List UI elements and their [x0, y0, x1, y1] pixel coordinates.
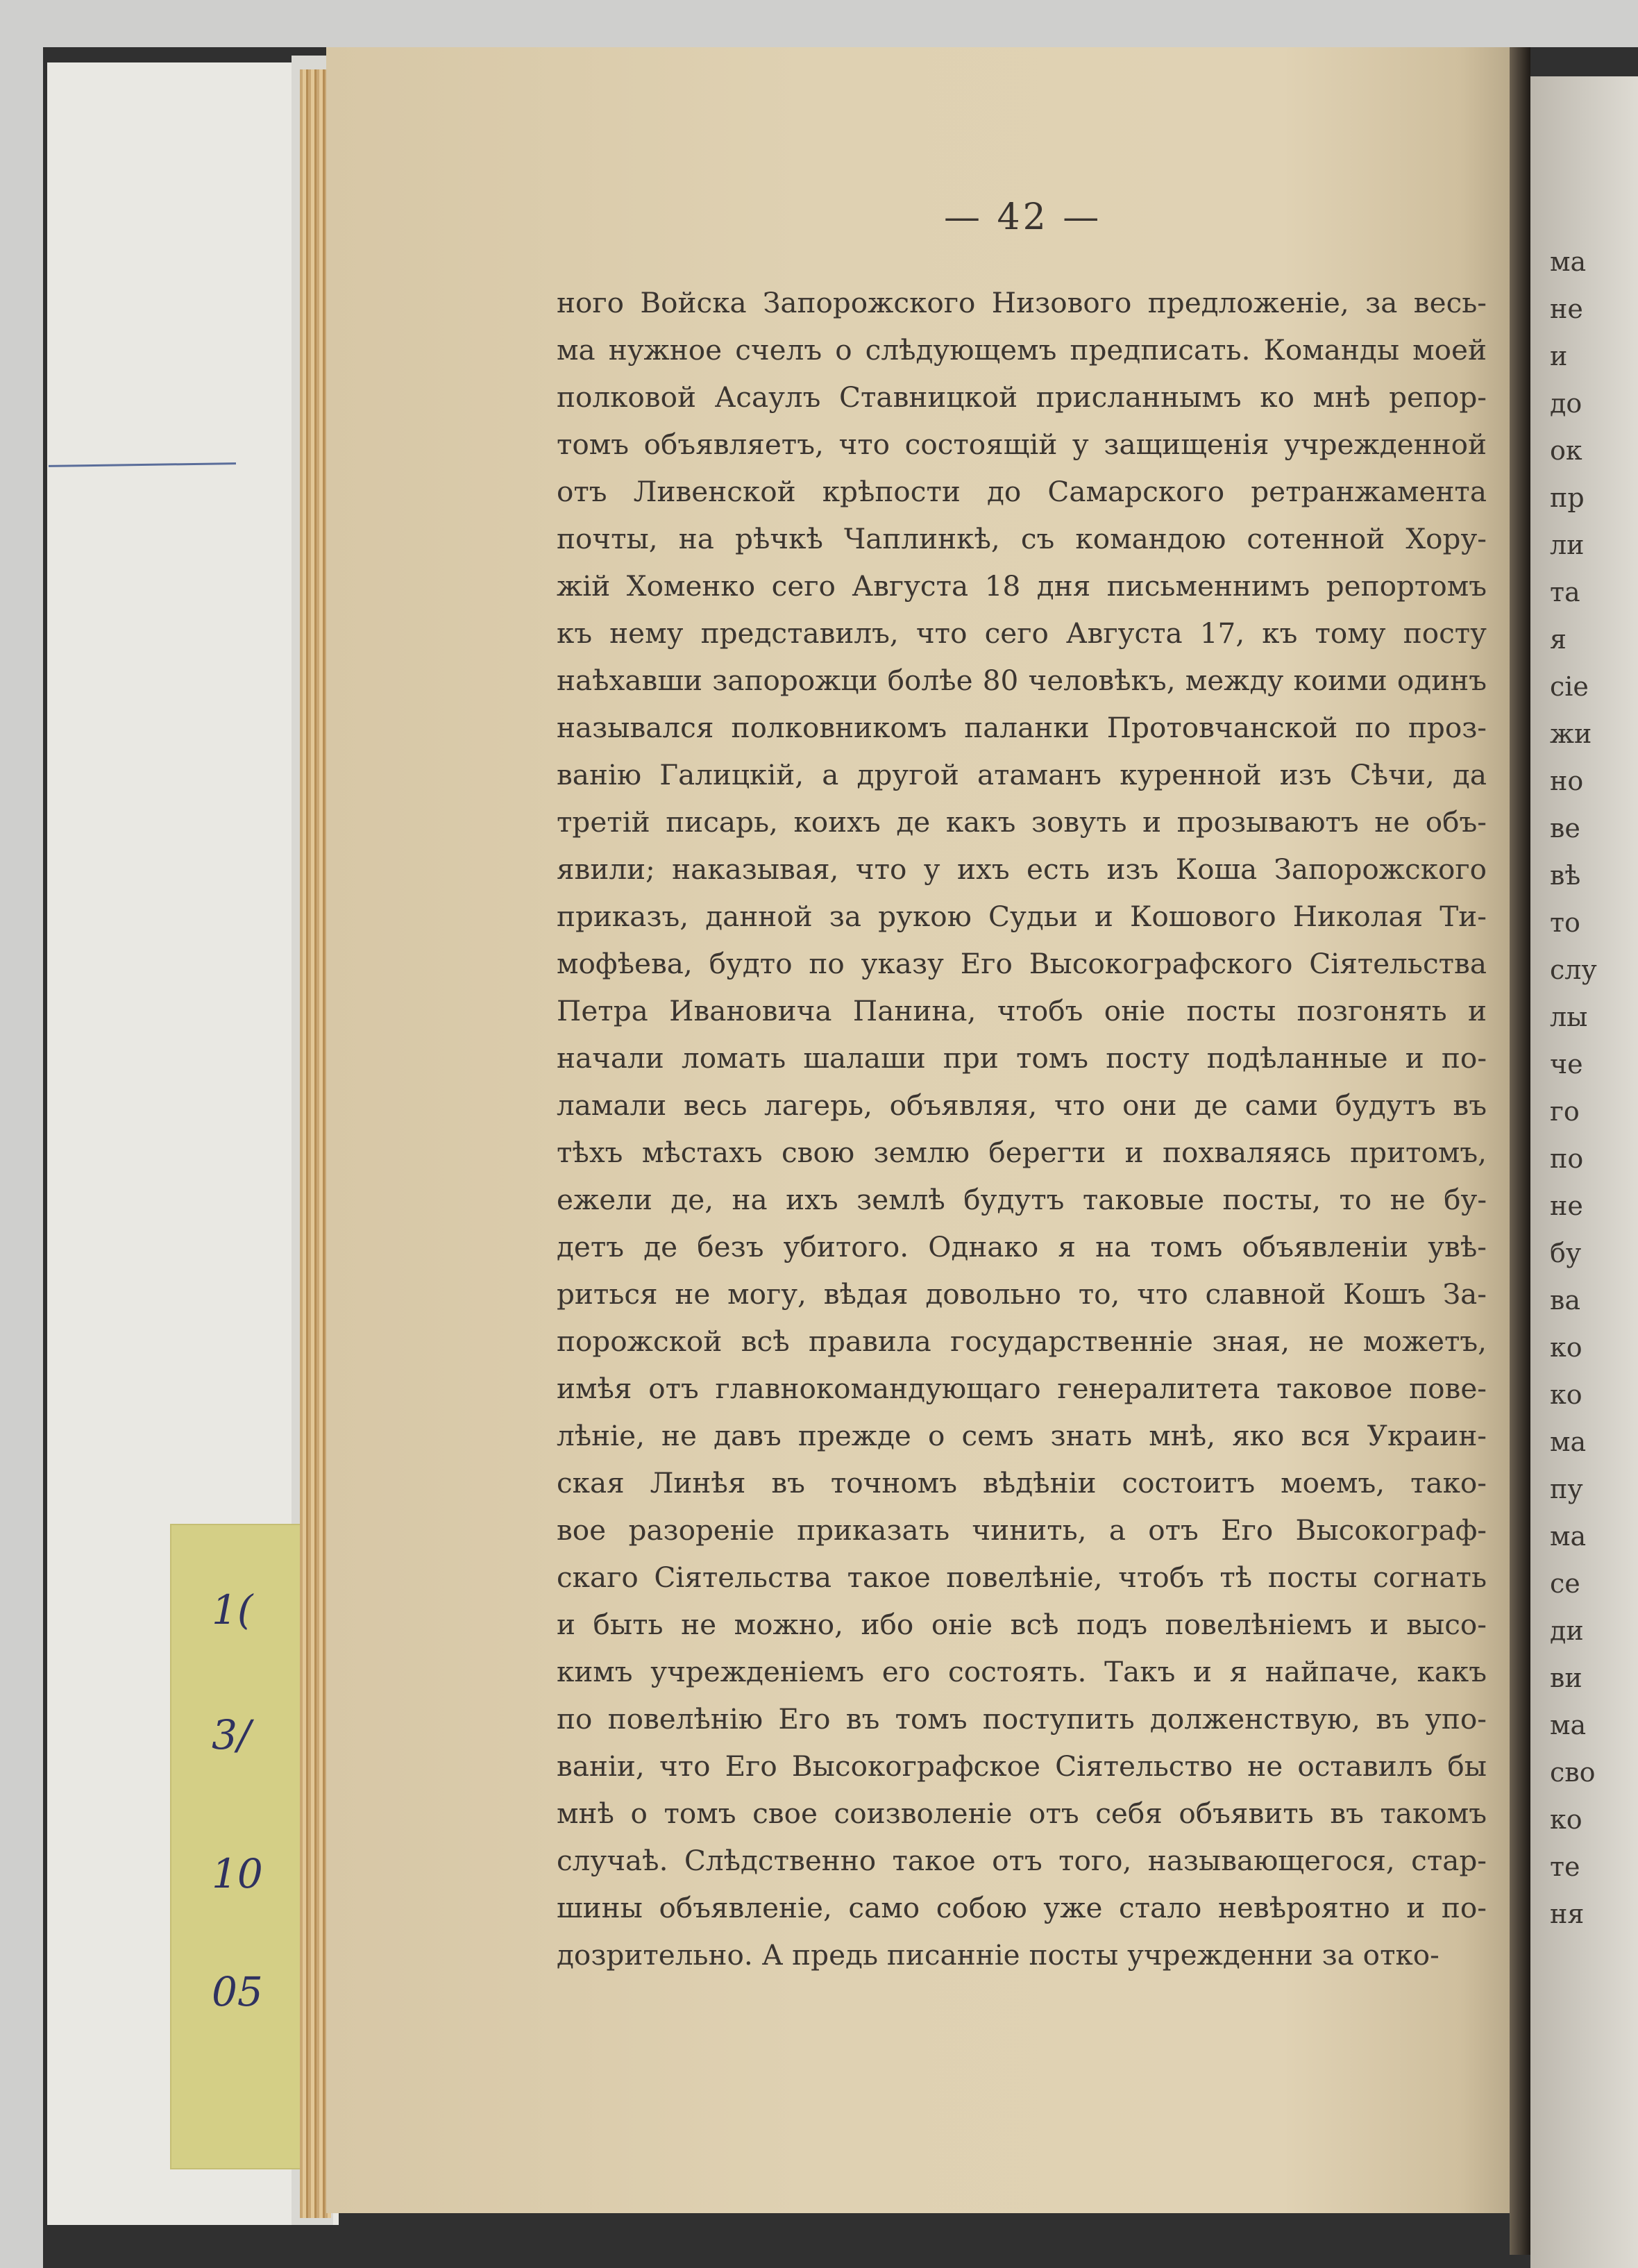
text-line: томъ объявляетъ, что состоящій у защищенія учрежденной [557, 428, 1487, 461]
text-line: скаго Сіятельства такое повелѣніе, чтобъ тѣ посты согнать [557, 1561, 1487, 1594]
facing-page-fragment: ли [1550, 530, 1585, 560]
facing-page-fragment: ма [1550, 1427, 1587, 1457]
text-line: лѣніе, не давъ прежде о семъ знать мнѣ, яко вся Украин- [557, 1419, 1487, 1452]
text-line: явили; наказывая, что у ихъ есть изъ Коша Запорожского [557, 852, 1487, 886]
text-line: порожской всѣ правила государственніе зная, не можетъ, [557, 1325, 1487, 1358]
facing-page-fragment: го [1550, 1096, 1580, 1127]
text-line: по повелѣнію Его въ томъ поступить долженствую, въ упо- [557, 1702, 1487, 1736]
text-line: мофѣева, будто по указу Его Высокографского Сіятельства [557, 947, 1487, 980]
text-line: ваніи, что Его Высокографское Сіятельство не оставилъ бы [557, 1749, 1487, 1783]
text-line: почты, на рѣчкѣ Чаплинкѣ, съ командою сотенной Хору- [557, 522, 1487, 555]
facing-page-fragment: че [1550, 1049, 1583, 1080]
text-line: имѣя отъ главнокомандующаго генералитета таковое пове- [557, 1372, 1487, 1405]
facing-page-fragment: жи [1550, 719, 1592, 749]
facing-page-fragment: то [1550, 907, 1580, 938]
text-line: назывался полковникомъ паланки Протовчанской по проз- [557, 711, 1487, 744]
text-line: случаѣ. Слѣдственно такое отъ того, называющегося, стар- [557, 1844, 1487, 1877]
text-line: детъ де безъ убитого. Однако я на томъ объявленіи увѣ- [557, 1230, 1487, 1263]
facing-page-fragment: слу [1550, 955, 1597, 985]
text-line: мнѣ о томъ свое соизволеніе отъ себя объявить въ такомъ [557, 1797, 1487, 1830]
text-line: вое разореніе приказать чинить, а отъ Его Высокограф- [557, 1513, 1487, 1547]
facing-page-fragment: ва [1550, 1285, 1581, 1316]
label-line: 1( [212, 1586, 253, 1633]
text-line: ного Войска Запорожского Низового предложеніе, за весь- [557, 286, 1487, 319]
facing-page-fragment: те [1550, 1851, 1580, 1882]
text-line: приказъ, данной за рукою Судьи и Кошового Николая Ти- [557, 900, 1487, 933]
text-line: тѣхъ мѣстахъ свою землю берегти и похваляясь притомъ, [557, 1136, 1487, 1169]
facing-page-fragment: но [1550, 766, 1584, 796]
facing-page-fragment: я [1550, 624, 1567, 655]
text-line: ма нужное счелъ о слѣдующемъ предписать. Команды моей [557, 333, 1487, 367]
facing-page-fragment: вѣ [1550, 860, 1581, 891]
facing-page-fragment: по [1550, 1143, 1584, 1174]
facing-page-fragment: ма [1550, 246, 1587, 277]
facing-page-fragment: сіе [1550, 671, 1589, 702]
facing-page [1530, 76, 1638, 2268]
facing-page-fragment: ма [1550, 1521, 1587, 1552]
facing-page-fragment: ви [1550, 1663, 1582, 1693]
facing-page-fragment: ня [1550, 1899, 1585, 1929]
text-line: ская Линѣя въ точномъ вѣдѣніи состоитъ моемъ, тако- [557, 1466, 1487, 1500]
text-line: отъ Ливенской крѣпости до Самарского ретранжамента [557, 475, 1487, 508]
facing-page-fragment: ко [1550, 1379, 1582, 1410]
facing-page-fragment: ко [1550, 1332, 1582, 1363]
facing-page-fragment: пр [1550, 482, 1585, 513]
facing-page-fragment: до [1550, 388, 1582, 419]
text-line: риться не могу, вѣдая довольно то, что славной Кошъ За- [557, 1277, 1487, 1311]
facing-page-fragment: не [1550, 294, 1583, 324]
facing-page-fragment: сво [1550, 1757, 1596, 1788]
text-line: кимъ учрежденіемъ его состоять. Такъ и я найпаче, какъ [557, 1655, 1487, 1688]
text-line: жій Хоменко сего Августа 18 дня письменнимъ репортомъ [557, 569, 1487, 603]
text-line: начали ломать шалаши при томъ посту подѣланные и по- [557, 1041, 1487, 1075]
facing-page-fragment: ве [1550, 813, 1580, 843]
label-line: 3/ [212, 1711, 251, 1758]
text-line: шины объявленіе, само собою уже стало невѣроятно и по- [557, 1891, 1487, 1924]
facing-page-fragment: не [1550, 1191, 1583, 1221]
text-line: дозрительно. А предь писанніе посты учрежденни за отко- [557, 1938, 1439, 1972]
facing-page-fragment: та [1550, 577, 1580, 607]
facing-page-fragment: лы [1550, 1002, 1588, 1032]
facing-page-fragment: ко [1550, 1804, 1582, 1835]
text-line: полковой Асаулъ Ставницкой присланнымъ ко мнѣ репор- [557, 380, 1487, 414]
facing-page-fragment: и [1550, 341, 1568, 371]
page-number: — 42 — [944, 196, 1102, 238]
label-line: 05 [212, 1968, 263, 2015]
book-gutter [1510, 47, 1530, 2255]
text-line: къ нему представилъ, что сего Августа 17, къ тому посту [557, 616, 1487, 650]
facing-page-fragment: бу [1550, 1238, 1582, 1268]
facing-page-fragment: пу [1550, 1474, 1583, 1504]
facing-page-fragment: ок [1550, 435, 1582, 466]
text-line: ванію Галицкій, а другой атаманъ куренной изъ Сѣчи, да [557, 758, 1487, 791]
text-line: наѣхавши запорожци болѣе 80 человѣкъ, между коими одинъ [557, 664, 1487, 697]
text-line: ежели де, на ихъ землѣ будутъ таковые посты, то не бу- [557, 1183, 1487, 1216]
label-line: 10 [212, 1850, 263, 1897]
text-line: Петра Ивановича Панина, чтобъ оніе посты позгонять и [557, 994, 1487, 1027]
text-line: третій писарь, коихъ де какъ зовуть и прозываютъ не объ- [557, 805, 1487, 839]
facing-page-fragment: ма [1550, 1710, 1587, 1740]
text-line: и быть не можно, ибо оніе всѣ подъ повелѣніемъ и высо- [557, 1608, 1487, 1641]
text-line: ламали весь лагерь, объявляя, что они де сами будутъ въ [557, 1089, 1487, 1122]
facing-page-fragment: ди [1550, 1615, 1584, 1646]
facing-page-fragment: се [1550, 1568, 1580, 1599]
